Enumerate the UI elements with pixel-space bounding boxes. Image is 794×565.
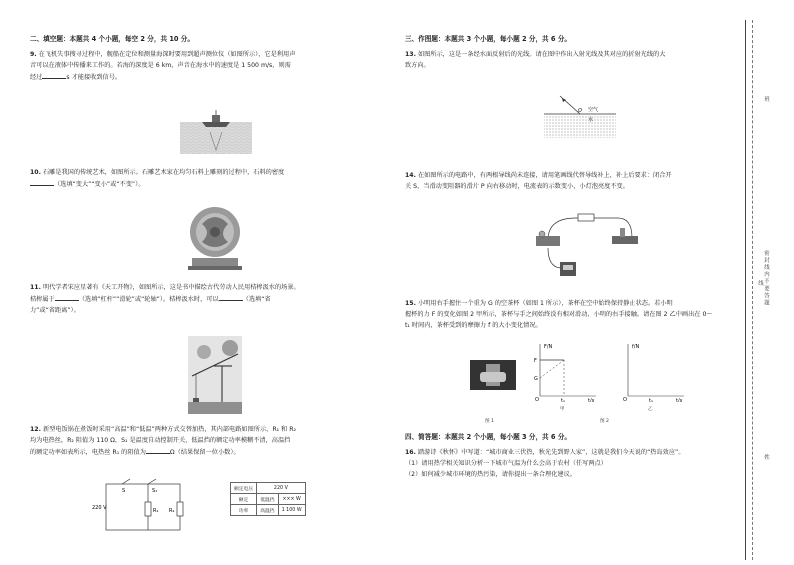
q10-number: 10. xyxy=(30,169,41,176)
spec-table xyxy=(230,482,306,516)
reflection-diagram xyxy=(540,92,620,142)
q10-answer-blank[interactable] xyxy=(30,178,54,186)
q11-text-3: 力”或“省距离”）。 xyxy=(30,307,80,314)
right-column xyxy=(405,34,735,73)
binding-label-top: 班 xyxy=(763,96,769,102)
binding-dashed-line xyxy=(752,20,753,560)
q16-sub-2: （2）如何减少城市环境的热污染，请你提出一条合理化建议。 xyxy=(405,471,576,478)
graph-a-origin: O xyxy=(535,397,539,402)
q13-text-1: 如图所示，这是一条经水面反射后的光线。请在图中作出入射光线及其对应的折射光线的大 xyxy=(417,51,666,58)
q9-text-3a: 经过 xyxy=(30,74,43,81)
q14-text-2: 关 S，当滑动变阻器的滑片 P 向右移动时，电流表的示数变小，小灯泡亮度不变。 xyxy=(405,183,629,190)
table-cell: 额定电压 xyxy=(231,483,257,494)
table-row xyxy=(231,494,306,505)
question-15 xyxy=(405,298,735,331)
left-column-q11 xyxy=(30,282,392,318)
q14-number: 14. xyxy=(405,172,416,179)
graph-b-ylabel: f/N xyxy=(632,344,640,350)
draw-section-title: 三、作图题：本题共 3 个小题，每小题 2 分，共 6 分。 xyxy=(405,35,572,43)
binding-line xyxy=(745,20,746,560)
caption-fig1: 图 1 xyxy=(485,419,494,424)
right-column-q16 xyxy=(405,432,735,482)
left-column-q12 xyxy=(30,424,392,460)
label-s1: S₁ xyxy=(152,488,158,494)
question-13 xyxy=(405,49,735,71)
q15-text-1: 小明用右手握住一个重为 G 的空茶杯（如图 1 所示），茶杯在空中始终保持静止状态。若小明 xyxy=(417,300,673,307)
right-column-q14 xyxy=(405,170,735,194)
graph-b-origin: O xyxy=(623,397,627,402)
left-column-q10 xyxy=(30,167,392,192)
q12-text-3a: 的额定功率如表所示，电热丝 R₁ 的阻值为 xyxy=(30,449,146,456)
graph-a-xlabel: t/s xyxy=(588,398,595,402)
table-cell: 功率 xyxy=(231,505,257,516)
table-cell: ××× W xyxy=(278,494,305,505)
table-cell: 1 100 W xyxy=(278,505,305,516)
q16-number: 16. xyxy=(405,449,416,456)
lamp-rheostat-circuit xyxy=(528,208,640,278)
hand-cup-photo xyxy=(470,360,516,390)
binding-label-mid2: 线 xyxy=(757,280,763,286)
q11-text-1: 明代学者宋应星著有《天工开物》，如图所示，这是书中描绘古代劳动人民用桔槔汲水的场景。 xyxy=(42,284,300,291)
q13-number: 13. xyxy=(405,51,416,58)
well-sweep-image xyxy=(188,336,242,414)
label-r1: R₁ xyxy=(153,508,159,514)
graph-a-ylabel: F/N xyxy=(544,344,553,350)
question-12 xyxy=(30,424,392,458)
sonar-ship-image xyxy=(180,110,252,154)
q16-sub-1: （1）请用热学相关知识分析一下城市气温为什么会高于农村（任写两点） xyxy=(405,460,607,467)
q16-text-1: 踏游诗《秋怀》中写道：“城市商业三伏热，秋光先到野人家”，这就是我们今天说的“热岛效应”。 xyxy=(417,449,685,456)
question-16 xyxy=(405,447,735,480)
q15-number: 15. xyxy=(405,300,416,307)
q11-text-2a: 桔槔属于 xyxy=(30,296,55,303)
label-o: O xyxy=(578,108,582,114)
q14-text-1: 在如图所示的电路中，有两根导线尚未连接，请用笔画线代替导线补上，补上后要求：闭合开 xyxy=(417,172,672,179)
graph-yi xyxy=(618,340,688,402)
q9-answer-blank[interactable] xyxy=(42,71,66,79)
q15-text-2: 握杯的力 F 的变化如图 2 甲所示，茶杯与手之间始终没有相对滑动，小明的右手接触。请在图 2 乙中画出在 0～ xyxy=(405,311,713,318)
graph-jia xyxy=(530,340,600,402)
label-air: 空气 xyxy=(588,107,599,113)
question-14 xyxy=(405,170,735,192)
table-cell: 低温挡 xyxy=(257,494,278,505)
q10-text-2: （选填“变大”“变小”或“不变”）。 xyxy=(54,181,145,188)
fill-section-title: 二、填空题：本题共 4 个小题，每空 2 分，共 10 分。 xyxy=(30,35,194,43)
left-column xyxy=(30,34,392,85)
q11-answer-blank-1[interactable] xyxy=(55,293,79,301)
label-s: S xyxy=(122,488,126,494)
table-cell: 额定 xyxy=(231,494,257,505)
q11-text-2c: （选填“省 xyxy=(242,296,271,303)
q15-text-3: t₁ 时间内，茶杯受到的摩擦力 f 的大小变化情况。 xyxy=(405,322,542,329)
q12-text-3b: Ω（结果保留一位小数）。 xyxy=(169,449,240,456)
graph-a-t1: t₁ xyxy=(561,398,565,402)
q13-text-2: 致方向。 xyxy=(405,62,430,69)
q11-text-2b: （选填“杠杆”“滑轮”或“轮轴”）。桔槔汲水时，可以 xyxy=(78,296,219,303)
graph-a-label-f: F xyxy=(534,358,537,364)
graph-b-t1: t₁ xyxy=(649,398,653,402)
q9-text-1: 在飞机失事搜寻过程中，舰船在定位和测量海深时要用到超声测位仪（如图所示），它是利用声 xyxy=(38,51,296,58)
graph-a-label-g: G xyxy=(534,376,538,382)
caption-jia: 甲 xyxy=(560,407,565,412)
caption-yi: 乙 xyxy=(648,407,653,412)
circuit-voltage-label: 220 V xyxy=(92,505,107,511)
table-cell: 220 V xyxy=(257,483,305,494)
q11-answer-blank-2[interactable] xyxy=(219,293,243,301)
q9-text-3b: s 才能接收到信号。 xyxy=(66,74,122,81)
table-cell: 高温挡 xyxy=(257,505,278,516)
q9-number: 9. xyxy=(30,51,37,58)
q12-text-1: 新型电饭锅在煮饭时采用“高温”和“低温”两种方式交替加热，其内部电路如图所示，R₁ 和 R₂ xyxy=(42,426,297,433)
q9-text-2: 音可以在液体中传播来工作的。若海的深度是 6 km，声音在海水中的速度是 1 500 m/s，则需 xyxy=(30,62,291,69)
table-row xyxy=(231,483,306,494)
question-9 xyxy=(30,49,392,83)
label-water: 水 xyxy=(588,117,594,123)
q12-answer-blank[interactable] xyxy=(146,446,170,454)
rice-cooker-circuit xyxy=(92,476,192,536)
right-column-q15 xyxy=(405,298,735,333)
q12-number: 12. xyxy=(30,426,41,433)
short-section-title: 四、简答题：本题共 2 个小题，每小题 3 分，共 6 分。 xyxy=(405,433,572,441)
binding-label-mid: 密 封 线 内 不 要 答 题 xyxy=(763,250,769,306)
table-row xyxy=(231,505,306,516)
question-11 xyxy=(30,282,392,316)
graph-b-xlabel: t/s xyxy=(676,398,683,402)
q12-text-2: 均为电热丝，R₂ 阻值为 110 Ω，S₁ 是温度自动控制开关，低温挡的额定功率模糊不清，高温挡 xyxy=(30,437,291,444)
label-r2: R₂ xyxy=(169,508,175,514)
caption-fig2: 图 2 xyxy=(600,419,609,424)
binding-label-bottom: 姓 xyxy=(763,454,769,460)
question-10 xyxy=(30,167,392,190)
q10-text-1: 石雕是我国的传统艺术，如图所示。石雕艺术家在均匀石料上雕刻的过程中，石料的密度 xyxy=(42,169,285,176)
stone-carving-image xyxy=(186,204,244,270)
q11-number: 11. xyxy=(30,284,41,291)
